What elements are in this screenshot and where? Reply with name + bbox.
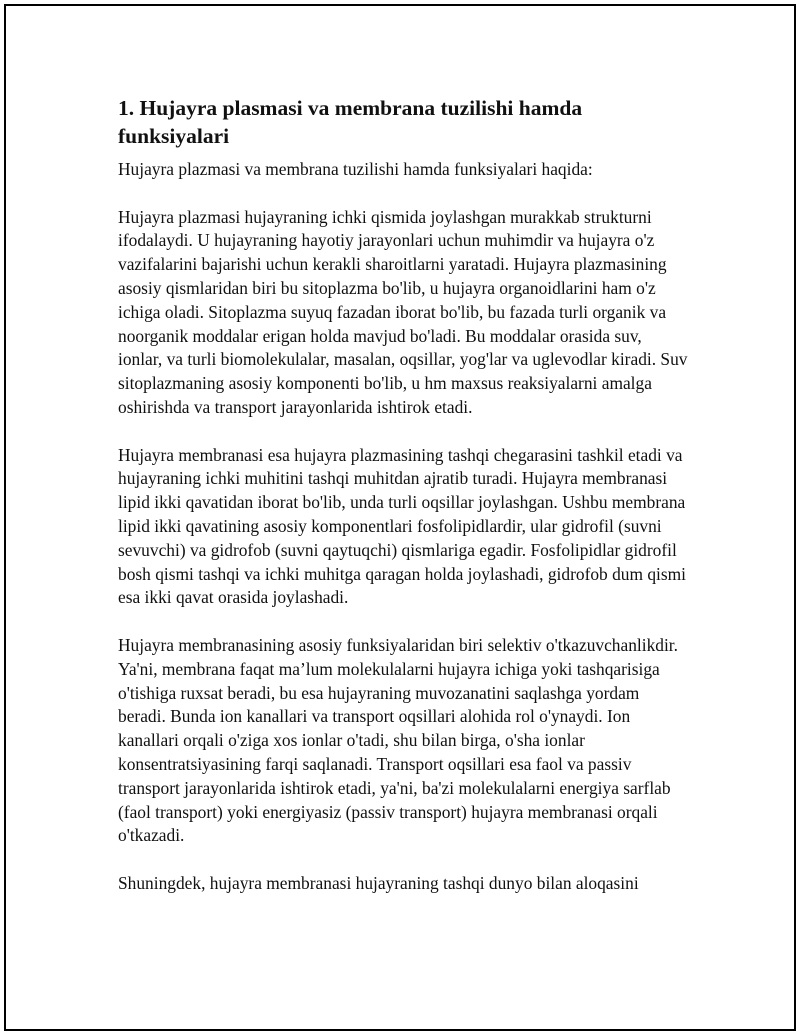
intro-paragraph: Hujayra plazmasi va membrana tuzilishi hamda funksiyalari haqida: (118, 159, 593, 179)
membrane-function-paragraph: Hujayra membranasining asosiy funksiyalaridan biri selektiv o'tkazuvchanlikdir. Ya'ni, membrana faqat ma’lum molekulalarni hujayra ichiga yoki tashqarisiga o'tishiga ruxsat beradi, bu esa hujayraning muvozanatini saqlashga yordam beradi. Bunda ion kanallari va transport oqsillari alohida rol o'ynaydi. Ion kanallari orqali o'ziga xos ionlar o'tadi, shu bilan birga, o'sha ionlar konsentratsiyasining farqi saqlanadi. Transport oqsillari esa faol va passiv transport jarayonlarida ishtirok etadi, ya'ni, ba'zi molekulalarni energiya sarflab (faol transport) yoki energiyasiz (passiv transport) hujayra membranasi orqali o'tkazadi. (118, 634, 678, 846)
section-title: 1. Hujayra plasmasi va membrana tuzilishi hamda funksiyalari (118, 96, 583, 148)
document-body (118, 94, 690, 920)
membrane-structure-paragraph: Hujayra membranasi esa hujayra plazmasining tashqi chegarasini tashkil etadi va hujayraning ichki muhitini tashqi muhitdan ajratib turadi. Hujayra membranasi lipid ikki qavatidan iborat bo'lib, unda turli oqsillar joylashgan. Ushbu membrana lipid ikki qavatining asosiy komponentlari fosfolipidlardir, ular gidrofil (suvni sevuvchi) va gidrofob (suvni qaytuqchi) qismlariga egadir. Fosfolipidlar gidrofil bosh qismi tashqi va ichki muhitga qaragan holda joylashadi, gidrofob dum qismi esa ikki qavat orasida joylashadi. (118, 444, 687, 608)
plasma-paragraph: Hujayra plazmasi hujayraning ichki qismida joylashgan murakkab strukturni ifodalaydi. U hujayraning hayotiy jarayonlari uchun muhimdir va hujayra o'z vazifalarini bajarishi uchun kerakli sharoitlarni yaratadi. Hujayra plazmasining asosiy qismlaridan biri bu sitoplazma bo'lib, u hujayra organoidlarini ham o'z ichiga oladi. Sitoplazma suyuq fazadan iborat bo'lib, bu fazada turli organik va noorganik moddalar erigan holda mavjud bo'ladi. Bu moddalar orasida suv, ionlar, va turli biomolekulalar, masalan, oqsillar, yog'lar va uglevodlar kiradi. Suv sitoplazmaning asosiy komponenti bo'lib, u hm maxsus reaksiyalarni amalga oshirishda va transport jarayonlarida ishtirok etadi. (118, 206, 688, 417)
closing-paragraph: Shuningdek, hujayra membranasi hujayraning tashqi dunyo bilan aloqasini (118, 872, 639, 893)
